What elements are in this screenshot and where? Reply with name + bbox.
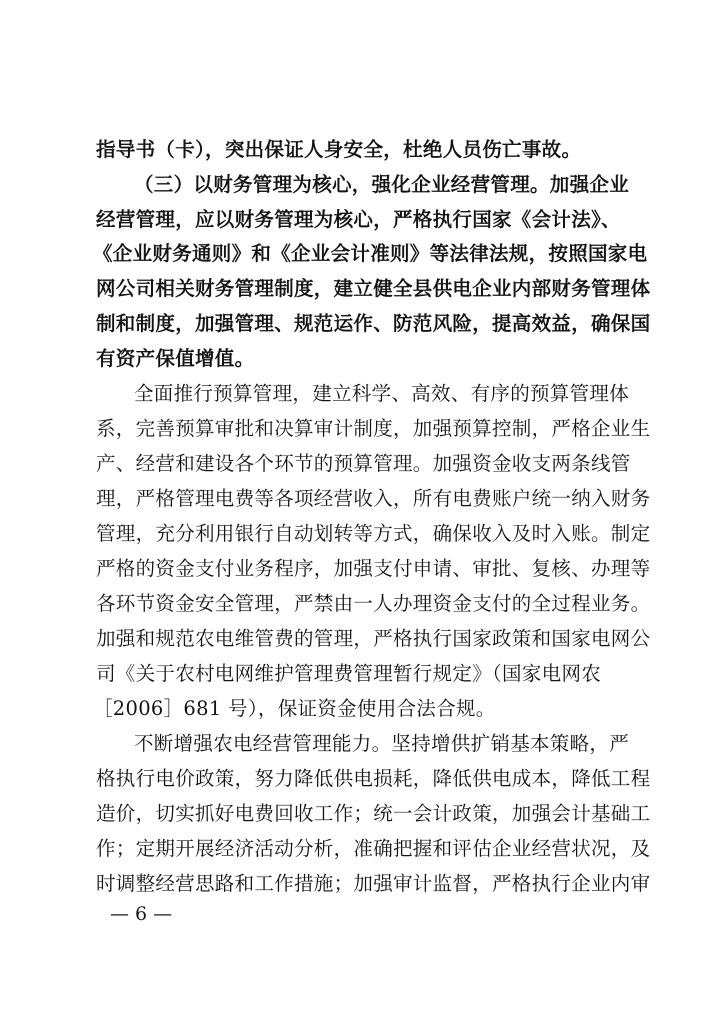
text-line: 管理，充分利用银行自动划转等方式，确保收入及时入账。制定 (96, 522, 651, 545)
text-line: 指导书（卡），突出保证人身安全，杜绝人员伤亡事故。 (96, 138, 582, 161)
text-line: 系，完善预算审批和决算审计制度，加强预算控制，严格企业生 (96, 417, 651, 440)
text-line: 格执行电价政策，努力降低供电损耗，降低供电成本，降低工程 (96, 767, 651, 790)
text-line: ［2006］681 号），保证资金使用合法合规。 (93, 697, 496, 720)
text-line: 司《关于农村电网维护管理费管理暂行规定》（国家电网农 (96, 662, 602, 685)
page-number: — 6 — (110, 903, 173, 925)
text-line: 严格的资金支付业务程序，加强支付申请、审批、复核、办理等 (96, 557, 651, 580)
text-line: 时调整经营思路和工作措施；加强审计监督，严格执行企业内审 (96, 872, 651, 895)
text-line: 理，严格管理电费等各项经营收入，所有电费账户统一纳入财务 (96, 487, 651, 510)
text-line: 网公司相关财务管理制度，建立健全县供电企业内部财务管理体 (96, 277, 651, 300)
text-line: 《企业财务通则》和《企业会计准则》等法律法规，按照国家电 (93, 242, 648, 265)
text-line: 造价，切实抓好电费回收工作；统一会计政策，加强会计基础工 (96, 802, 651, 825)
text-line: 产、经营和建设各个环节的预算管理。加强资金收支两条线管 (96, 452, 631, 475)
text-line: 加强和规范农电维管费的管理，严格执行国家政策和国家电网公 (96, 627, 651, 650)
text-line: 制和制度，加强管理、规范运作、防范风险，提高效益，确保国 (96, 312, 651, 335)
text-line: 作；定期开展经济活动分析，准确把握和评估企业经营状况，及 (96, 837, 651, 860)
text-line: 有资产保值增值。 (96, 347, 255, 370)
text-line: 各环节资金安全管理，严禁由一人办理资金支付的全过程业务。 (96, 592, 651, 615)
text-line: 经营管理，应以财务管理为核心，严格执行国家《会计法》、 (96, 208, 621, 231)
paragraph-first-line: 不断增强农电经营管理能力。坚持增供扩销基本策略，严 (134, 732, 630, 755)
section-heading-line: （三）以财务管理为核心，强化企业经营管理。加强企业 (134, 173, 630, 196)
paragraph-first-line: 全面推行预算管理，建立科学、高效、有序的预算管理体 (134, 382, 630, 405)
